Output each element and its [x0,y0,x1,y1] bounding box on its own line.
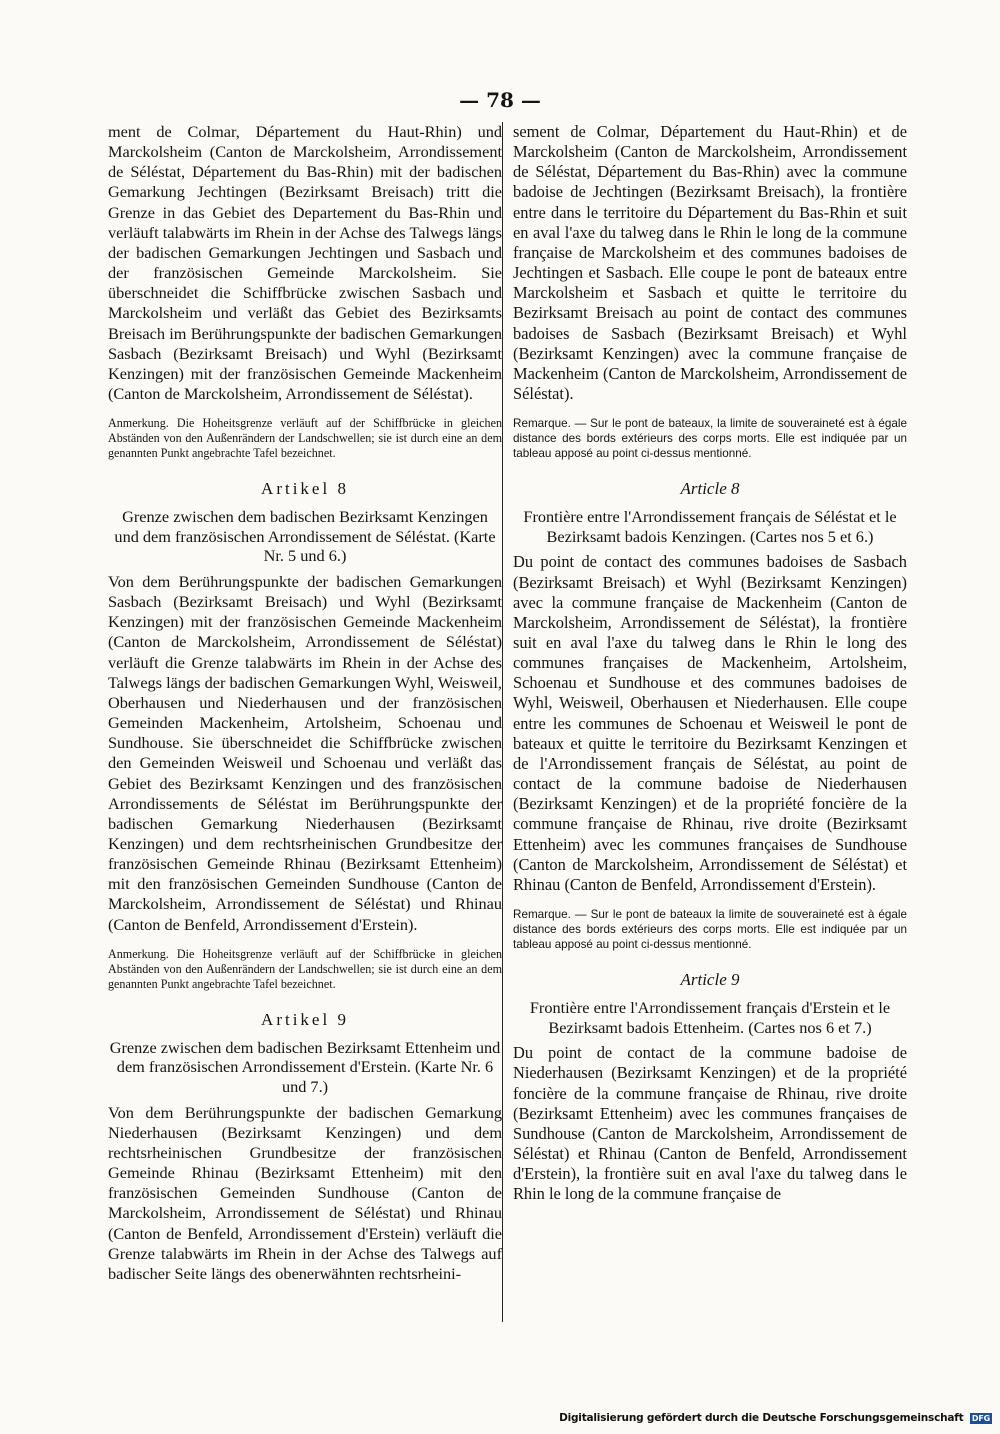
article-8-heading-fr: Article 8 [680,479,740,499]
article-8-text-fr: Du point de contact des communes badoises de Sasbach (Bezirksamt Breisach) et Wyhl (Bezirksamt Kenzingen) avec la commune française de Mackenheim (Canton de Marckolsheim, Arrondissement de Séléstat), la frontière suit en aval l'axe du talweg dans le Rhin le long des communes françaises de Mackenheim, Artolsheim, Schoenau et Sundhouse et des communes badoises de Wyhl, Weisweil, Oberhausen et Niederhausen. Elle coupe entre les communes de Schoenau et Weisweil le pont de bateaux et quitte le territoire du Bezirksamt Kenzingen et de l'Arrondissement français de Séléstat, au point de contact de la commune badoise de Niederhausen (Bezirksamt Kenzingen) et de la propriété foncière de la commune française de Rhinau, rive droite (Bezirksamt Ettenheim) avec les communes françaises de Sundhouse (Canton de Marckolsheim, Arrondissement de Séléstat) et Rhinau (Canton de Benfeld, Arrondissement d'Erstein). [513,552,907,894]
note-anmerkung-2: Anmerkung. Die Hoheitsgrenze verläuft auf der Schiffbrücke in gleichen Abständen von den Außenrändern der Landschwellen; sie ist durch eine an dem genannten Punkt angebrachte Tafel bezeichnet. [108,946,502,991]
article-9-subtitle: Grenze zwischen dem badischen Bezirksamt Ettenheim und dem französischen Arrondissement d'Erstein. (Karte Nr. 6 und 7.) [109,1037,501,1096]
article-9-subtitle-fr: Frontière entre l'Arrondissement français d'Erstein et le Bezirksamt badois Ettenheim. (Cartes nos 6 et 7.) [529,998,891,1037]
note-anmerkung-1: Anmerkung. Die Hoheitsgrenze verläuft auf der Schiffbrücke in gleichen Abständen von den Außenrändern der Landschwellen; sie ist durch eine an dem genannten Punkt angebrachte Tafel bezeichnet. [108,416,502,461]
note-remarque-1: Remarque. — Sur le pont de bateaux, la limite de souveraineté est à égale distance des bords extérieurs des corps morts. Elle est indiquée par un tableau apposé au point ci-dessus mentionné. [513,417,907,461]
article-8-heading: Artikel 8 [261,479,349,499]
article-9-text: Von dem Berührungspunkte der badischen Gemarkung Niederhausen (Bezirksamt Kenzingen) und dem rechtsrheinischen Grundbesitze der französischen Gemeinde Rhinau (Bezirksamt Ettenheim) mit den französischen Gemeinden Sundhouse (Canton de Marckolsheim, Arrondissement de Séléstat) und Rhinau (Canton de Benfeld, Arrondissement d'Erstein) verläuft die Grenze talabwärts im Rhein in der Achse des Talwegs auf badischer Seite längs des obenerwähnten rechtsrheini- [108,1102,502,1283]
dfg-logo: DFG [971,1413,990,1423]
digitization-footer [559,1412,992,1424]
page-number: — 78 — [459,88,541,112]
article-8-text: Von dem Berührungspunkte der badischen Gemarkungen Sasbach (Bezirksamt Breisach) und Wyhl (Bezirksamt Kenzingen) mit der französischen Gemeinde Mackenheim (Canton de Marckolsheim, Arrondissement de Séléstat) verläuft die Grenze talabwärts im Rhein in der Achse des Talwegs längs der badischen Gemarkungen Wyhl, Weisweil, Oberhausen und Niederhausen und der französischen Gemeinden Mackenheim, Artolsheim, Schoenau und Sundhouse. Sie überschneidet die Schiffbrücke zwischen den Gemeinden Weisweil und Schoenau und verläßt das Gebiet des Bezirksamt Kenzingen und des französischen Arrondissements de Séléstat im Berührungspunkte der badischen Gemarkung Niederhausen (Bezirksamt Kenzingen) und dem rechtsrheinischen Grundbesitze der französischen Gemeinde Rhinau (Bezirksamt Ettenheim) mit den französischen Gemeinden Sundhouse (Canton de Marckolsheim, Arrondissement de Séléstat) und Rhinau (Canton de Benfeld, Arrondissement d'Erstein). [108,571,502,934]
paragraph-art7-continued-fr: sement de Colmar, Département du Haut-Rhin) et de Marckolsheim (Canton de Marckolsheim, Arrondissement de Séléstat, Département du Bas-Rhin) avec la commune badoise de Jechtingen (Bezirksamt Breisach), la frontière entre dans le territoire du Département du Bas-Rhin et suit en aval l'axe du talweg dans le Rhin le long de la commune française de Marckolsheim et des communes badoises de Jechtingen et Sasbach. Elle coupe le pont de bateaux entre Marckolsheim et Sasbach et quitte le territoire du Bezirksamt Breisach au point de contact des communes badoises de Sasbach (Bezirksamt Breisach) et Wyhl (Bezirksamt Kenzingen) avec la commune française de Mackenheim (Canton de Marckolsheim, Arrondissement de Séléstat). [513,122,907,404]
column-divider [502,122,503,1322]
article-9-heading: Artikel 9 [261,1009,349,1029]
article-9-text-fr: Du point de contact de la commune badoise de Niederhausen (Bezirksamt Kenzingen) et de la propriété foncière de la commune française de Rhinau, rive droite (Bezirksamt Ettenheim) avec les communes françaises de Sundhouse (Canton de Marckolsheim, Arrondissement de Séléstat) et Rhinau (Canton de Benfeld, Arrondissement d'Erstein), la frontière suit en aval l'axe du talweg dans le Rhin le long de la commune française de [513,1043,907,1204]
french-column [513,122,907,1204]
article-8-subtitle-fr: Frontière entre l'Arrondissement français de Séléstat et le Bezirksamt badois Kenzingen. (Cartes nos 5 et 6.) [523,507,897,546]
german-column [108,122,502,1284]
paragraph-art7-continued: ment de Colmar, Département du Haut-Rhin) und Marckolsheim (Canton de Marckolsheim, Arrondissement de Séléstat, Département du Bas-Rhin) mit der badischen Gemarkung Jechtingen (Bezirksamt Breisach) tritt die Grenze in das Gebiet des Departement du Bas-Rhin und verläuft talabwärts im Rhein in der Achse des Talwegs längs der badischen Gemarkungen Jechtingen und Sasbach und der französischen Gemeinde Marckolsheim. Sie überschneidet die Schiffbrücke zwischen Sasbach und Marckolsheim und verläßt das Gebiet des Bezirksamts Breisach im Berührungspunkte der badischen Gemarkungen Sasbach (Bezirksamt Breisach) und Wyhl (Bezirksamt Kenzingen) mit der französischen Gemeinde Mackenheim (Canton de Marckolsheim, Arrondissement de Séléstat). [108,122,502,404]
article-9-heading-fr: Article 9 [680,970,740,990]
article-8-subtitle: Grenze zwischen dem badischen Bezirksamt Kenzingen und dem französischen Arrondissement de Séléstat. (Karte Nr. 5 und 6.) [114,507,496,566]
footer-text: Digitalisierung gefördert durch die Deutsche Forschungsgemeinschaft [559,1412,964,1424]
note-remarque-2: Remarque. — Sur le pont de bateaux la limite de souveraineté est à égale distance des bords extérieurs des corps morts. Elle est indiquée par un tableau apposé au point ci-dessus mentionné. [513,908,907,952]
